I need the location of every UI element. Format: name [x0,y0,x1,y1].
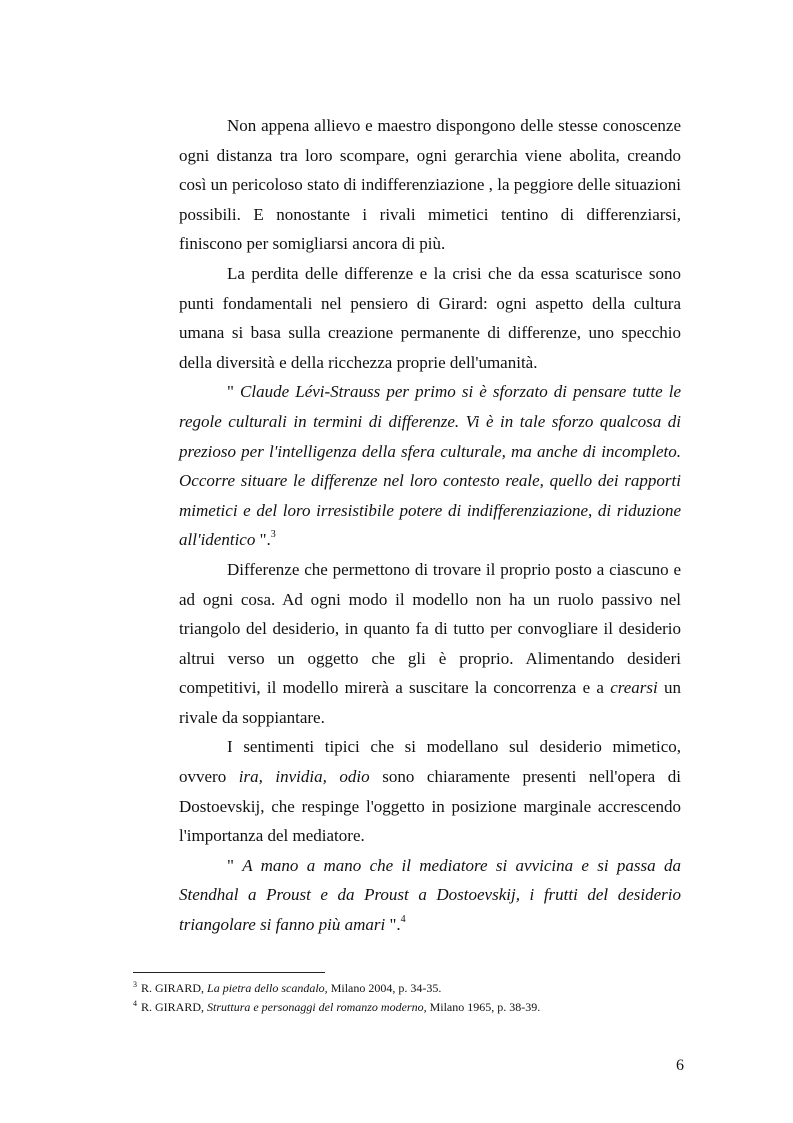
footnote-author: R. GIRARD, [141,1000,208,1014]
footnote-ref-3[interactable]: 3 [270,529,276,541]
footnote-ref-4[interactable]: 4 [400,914,406,926]
paragraph: Non appena allievo e maestro dispongono delle stesse conoscenze ogni distanza tra loro scompare, ogni gerarchia viene abolita, creando così un pericoloso stato di indifferenziazione , la peggiore delle situazioni possibili. E nonostante i rivali mimetici tentino di differenziarsi, finiscono per somigliarsi ancora di più. [179,116,681,254]
footnote-details: Milano 1965, p. 38-39. [426,1000,541,1014]
body-text [179,111,681,940]
footnote-title: La pietra dello scandalo, [207,981,328,995]
paragraph [179,732,681,850]
footnote-title: Struttura e personaggi del romanzo moderno, [207,1000,427,1014]
paragraph-text: un rivale da soppiantare. [179,678,681,727]
emphasis-text: crearsi [610,678,658,698]
footnotes [133,977,693,1015]
quote-text: Claude Lévi-Strauss per primo si è sforzato di pensare tutte le regole culturali in termini di differenze. Vi è in tale sforzo qualcosa di prezioso per l'intelligenza della sfera culturale, ma anche di incompleto. Occorre situare le differenze nel loro contesto reale, quello dei rapporti mimetici e del loro irresistibile potere di indifferenziazione, di riduzione all'identico [179,382,681,550]
page-number: 6 [676,1057,684,1074]
quote-close-mark: ". [385,915,401,935]
quote-text: A mano a mano che il mediatore si avvicina e si passa da Stendhal a Proust e da Proust a Dostoevskij, i frutti del desiderio triangolare si fanno più amari [179,855,681,935]
footnote-3 [133,977,693,996]
quote-close-mark: ". [255,530,271,550]
paragraph-text: I sentimenti tipici che si modellano sul desiderio mimetico, ovvero [179,737,681,787]
footnote-details: Milano 2004, p. 34-35. [327,981,442,995]
block-quote-girard [179,851,681,940]
quote-open-mark: " [227,855,243,875]
paragraph-text: sono chiaramente presenti nell'opera di Dostoevskij, che respinge l'oggetto in posizione marginale accrescendo l'importanza del mediatore. [179,767,681,846]
emphasis-text: ira, invidia, odio [238,767,370,787]
paragraph-text: Differenze che permettono di trovare il proprio posto a ciascuno e ad ogni cosa. Ad ogni modo il modello non ha un ruolo passivo nel triangolo del desiderio, in quanto fa di tutto per convogliare il desiderio altrui verso un oggetto che gli è proprio. Alimentando desideri competitivi, il modello mirerà a suscitare la concorrenza e a [179,559,681,698]
footnote-number: 3 [133,980,137,989]
footnote-author: R. GIRARD, [141,981,208,995]
quote-open-mark: " [227,382,241,402]
paragraph [179,555,681,733]
footnote-4 [133,996,693,1015]
footnote-number: 4 [133,999,137,1008]
footnote-separator [133,972,325,973]
block-quote-levi-strauss [179,377,681,555]
paragraph: La perdita delle differenze e la crisi che da essa scaturisce sono punti fondamentali nel pensiero di Girard: ogni aspetto della cultura umana si basa sulla creazione permanente di differenze, uno specchio della diversità e della ricchezza proprie dell'umanità. [179,263,681,372]
